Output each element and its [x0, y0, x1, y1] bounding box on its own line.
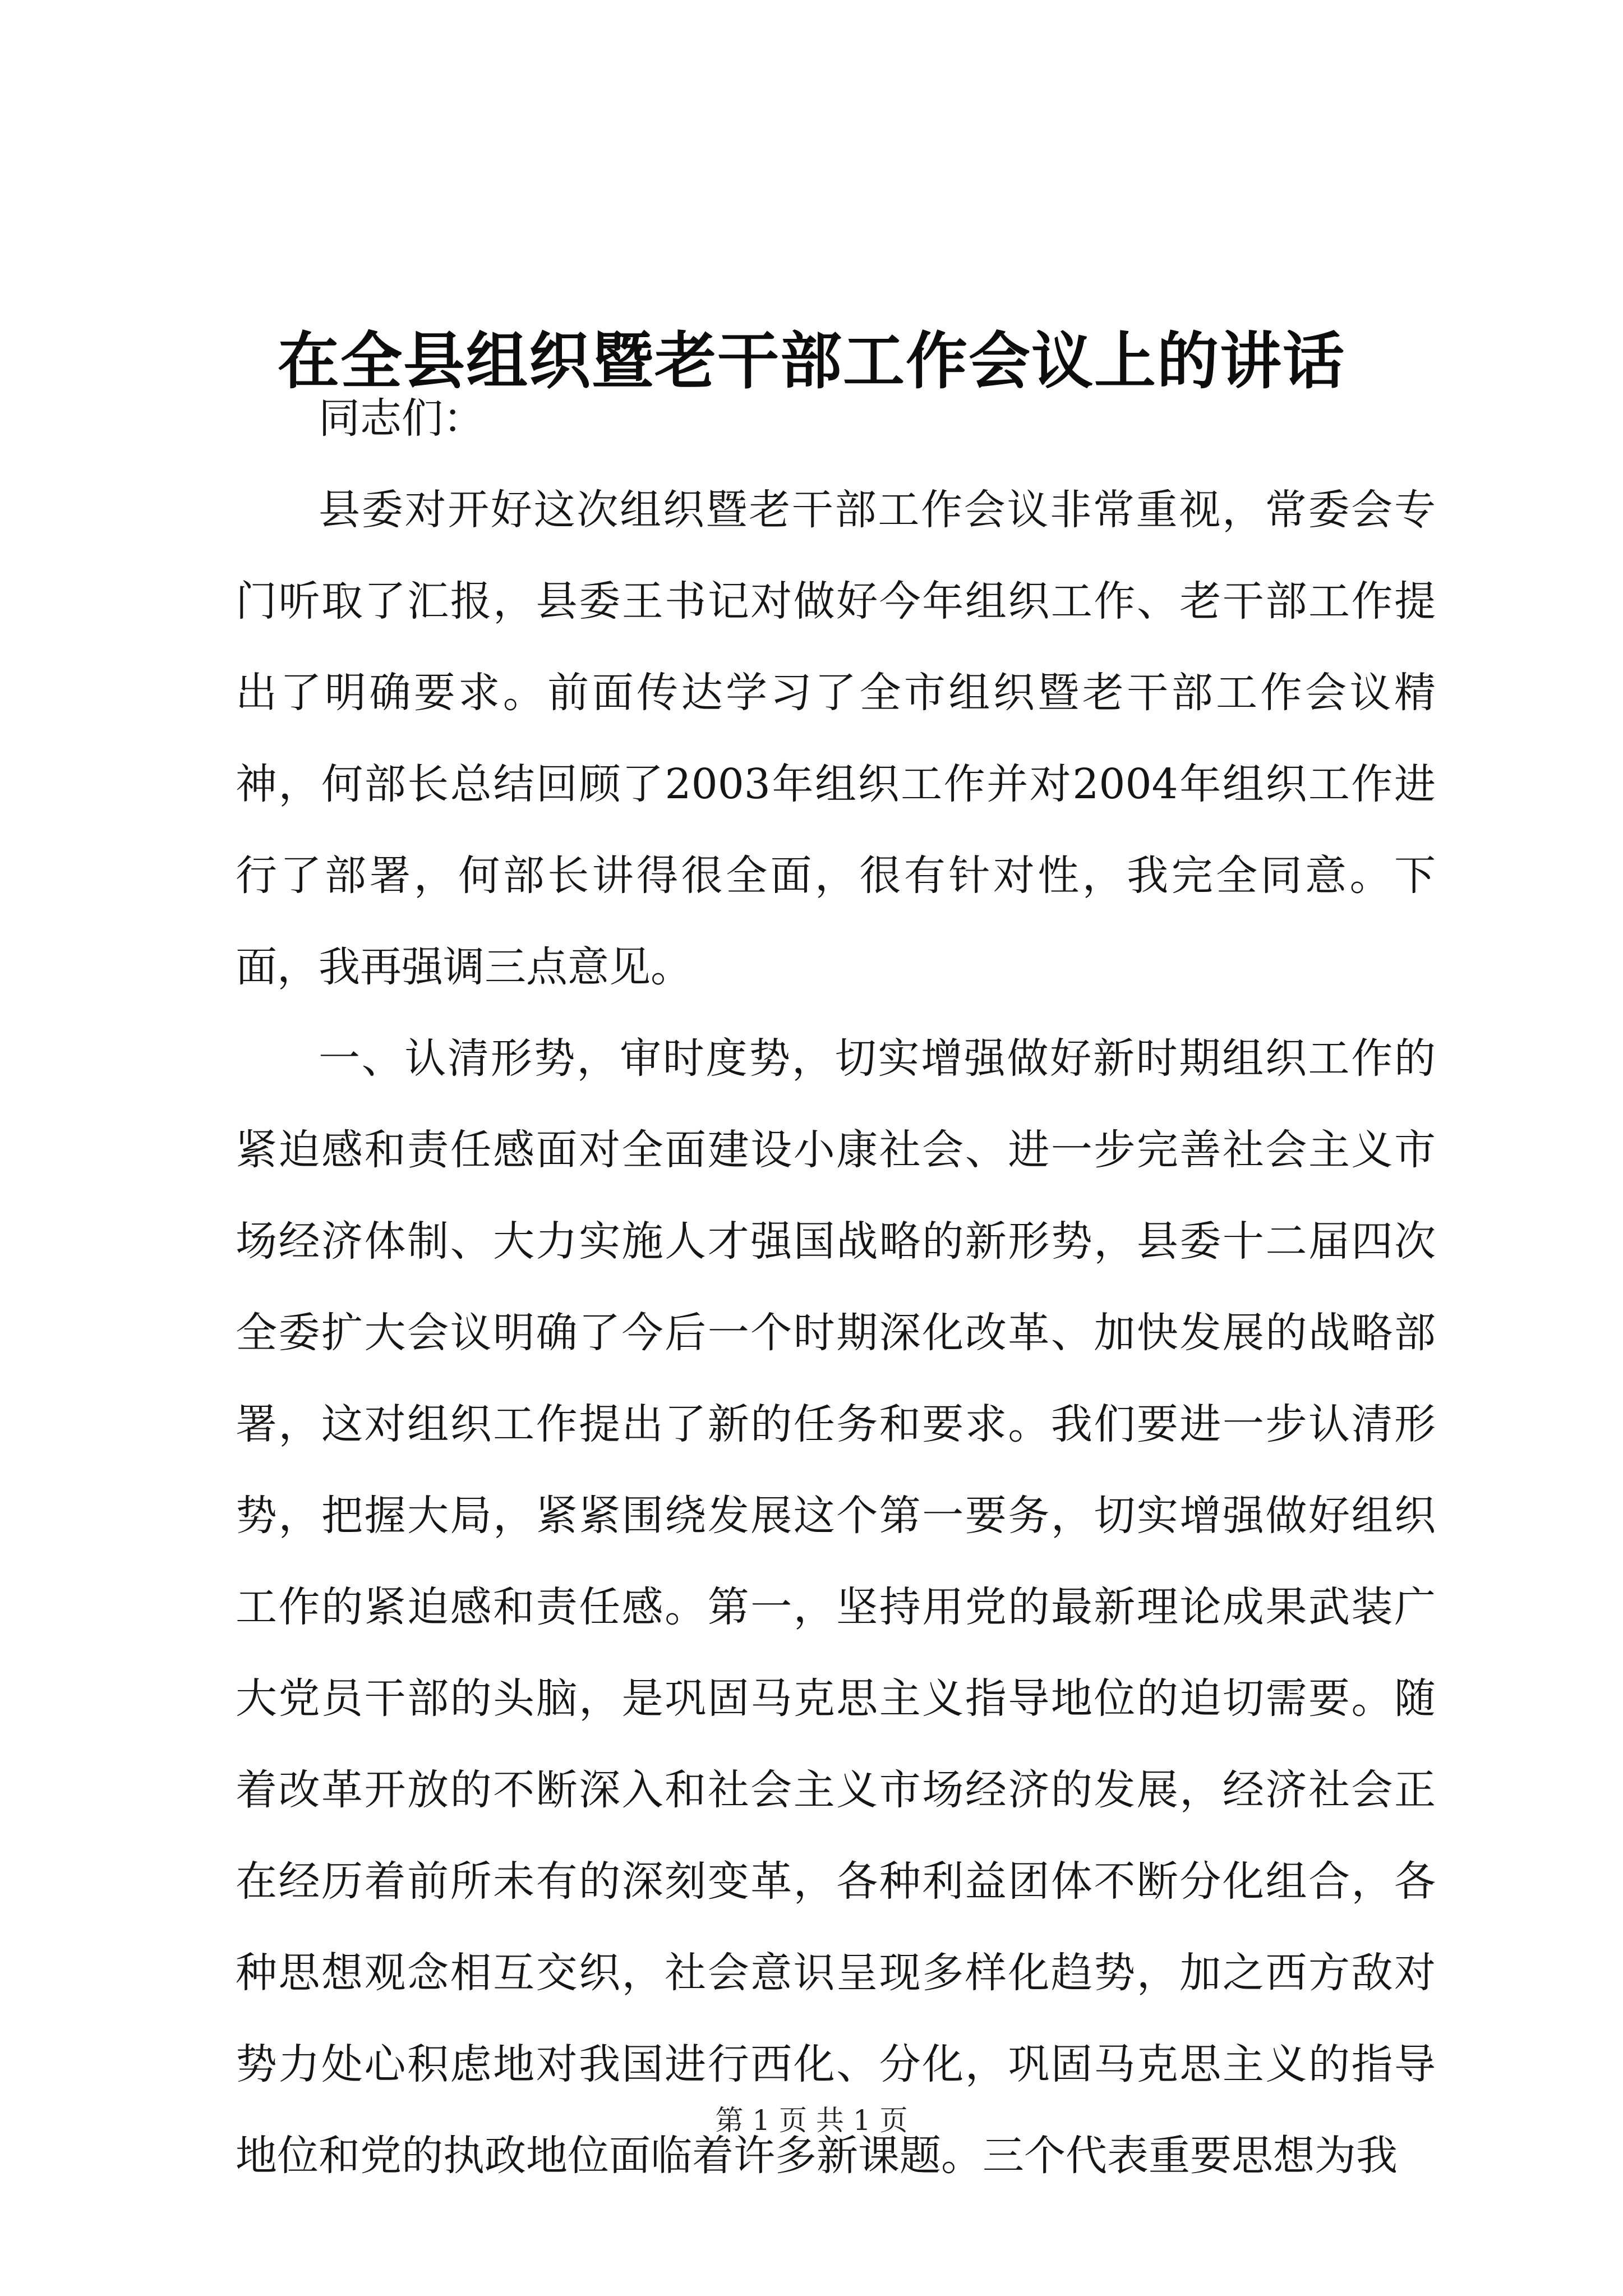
- paragraph-intro: 县委对开好这次组织暨老干部工作会议非常重视，常委会专门听取了汇报，县委王书记对做好今年组织工作、老干部工作提出了明确要求。前面传达学习了全市组织暨老干部工作会议精神，何部长总结回顾了2003年组织工作并对2004年组织工作进行了部署，何部长讲得很全面，很有针对性，我完全同意。下面，我再强调三点意见。: [236, 486, 1436, 991]
- paragraph-section-one: 一、认清形势，审时度势，切实增强做好新时期组织工作的紧迫感和责任感面对全面建设小康社会、进一步完善社会主义市场经济体制、大力实施人才强国战略的新形势，县委十二届四次全委扩大会议明确了今后一个时期深化改革、加快发展的战略部署，这对组织工作提出了新的任务和要求。我们要进一步认清形势，把握大局，紧紧围绕发展这个第一要务，切实增强做好组织工作的紧迫感和责任感。第一，坚持用党的最新理论成果武装广大党员干部的头脑，是巩固马克思主义指导地位的迫切需要。随着改革开放的不断深入和社会主义市场经济的发展，经济社会正在经历着前所未有的深刻变革，各种利益团体不断分化组合，各种思想观念相互交织，社会意识呈现多样化趋势，加之西方敌对势力处心积虑地对我国进行西化、分化，巩固马克思主义的指导地位和党的执政地位面临着许多新课题。三个代表重要思想为我: [236, 1034, 1436, 2180]
- page-number-footer: 第 1 页 共 1 页: [715, 2104, 908, 2137]
- document-title: 在全县组织暨老干部工作会议上的讲话: [278, 324, 1345, 397]
- salutation: 同志们：: [319, 394, 485, 443]
- document-body: [236, 373, 1436, 2202]
